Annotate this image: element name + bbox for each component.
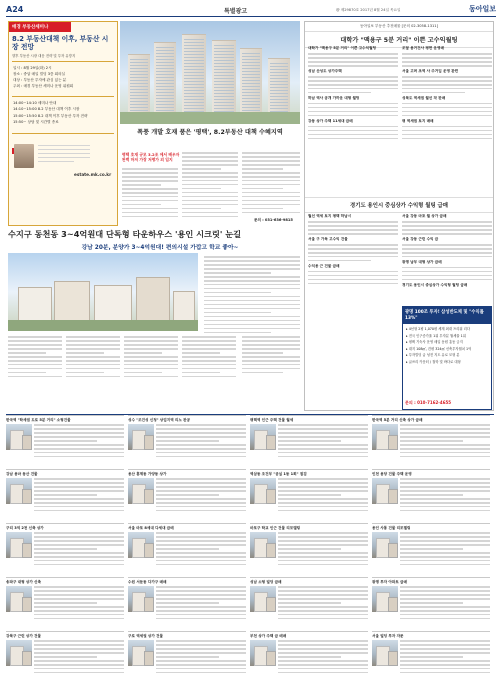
right-headline: 대학가 "맥용구 5분 거리" 이쁜 고수익월팅 [305,32,493,48]
promo-bullets [403,324,491,368]
listing-photo [250,532,276,558]
article-body-col3 [242,152,300,216]
listing-photo [372,424,398,450]
classified-listing [250,469,368,521]
classified-listing [372,631,490,683]
listing-photo [128,640,154,666]
listing-title: 서울 빌딩 투자 자문 [372,634,404,638]
listing-title: 광명 남부 대형 상가 급매 [402,259,442,264]
seminar-heading: 매경 부동산세미나 [9,22,71,32]
listing-title: 성북도 역세권 월선 작 판매 [402,95,446,100]
classified-grid [6,414,494,686]
seminar-info [9,62,117,92]
article-subtitle: 평택 호재 규모 3.2조 에서 배우자 완벽 마저 가장 저평가 외 입지 [122,152,180,162]
listing-title: 강남 용마 동산 건물 [6,472,38,476]
article2-body-col2 [66,336,120,380]
listing-title: 하남 역사 공개 가까운 대형 월팅 [308,95,360,100]
listing-photo [250,640,276,666]
promo-box [402,306,492,410]
listing-title: 서울 강동 근린 수익 급 [402,236,439,241]
seminar-title: 8.2 부동산대책 이후, 부동산 시장 전망 [12,35,109,51]
listing-photo [372,640,398,666]
right-mid-heading: 경기도 용인시 중심상가 수익형 월팅 급매 [305,197,493,213]
listing-text [278,424,368,457]
promo-bullet: ▸ 투자빌딩 급 성전 지도 유로 모형 분 [406,353,460,358]
listing-title: 평 역세권 토지 매매 [402,118,434,123]
issue-date: @ 제29870호 2017년 8월 24일 목요일 [336,8,401,12]
seminar-site[interactable]: estate.mk.co.kr [74,171,112,177]
right-panel [304,21,494,411]
classified-listing [128,631,246,683]
seminar-info-line: 일시 : 8월 29일(화) 2시 [13,66,52,70]
promo-bullet: ▸ 대지 108㎡, 건평 324㎡ 신축투자월치 1억 [406,346,472,351]
classified-listing [372,523,490,575]
listing-photo [372,532,398,558]
listing-title: 수원 서둔동 다가구 매매 [128,580,167,584]
article-contact: 문의 : 031-636-9815 [254,218,293,222]
listing-photo [6,586,32,612]
listing-text [156,640,246,673]
classified-listing [372,469,490,521]
listing-title: 성수 "조건성 신청" 상업지역 리노 완공 [128,418,191,422]
listing-title: 서울 강동 마포 월 상가 급매 [402,214,447,218]
right-top-label: 동아일보 부동산 추천매물 [문의 02-3058-1311] [305,22,493,32]
listing-title: 조달 용거건사 평면 운영매 [402,46,444,50]
classified-listing [6,577,124,629]
classified-listing [128,577,246,629]
listing-text [34,586,124,619]
section-title: 특별광고 [224,8,248,15]
townhouse-photo [8,253,198,331]
promo-contact: 문의 : 010-7162-4655 [405,400,452,405]
listing-text [278,586,368,619]
seminar-lecturer [12,133,114,183]
listing-text [156,424,246,457]
listing-title: 수익용 근 건물 급매 [308,263,340,268]
listing-title: 부천 상가 주택 급 매매 [250,634,287,638]
listing-photo [128,586,154,612]
seminar-ad [8,21,118,226]
classified-listing [250,523,368,575]
listing-title: 마포구 학교 인근 건물 리모델링 [250,526,301,530]
listing-title: 한국역 5분 거리 신축 상가 급매 [372,418,423,422]
schedule-line: 15:00~15:50 8.2 대책 이후 부동산 투자 전략 [13,113,88,118]
listing-photo [128,478,154,504]
promo-bullet: ▸ 4선형 2평 1,070평 세계 최대 프리워 리다 [406,327,471,331]
classified-listing [6,523,124,575]
listing-photo [250,586,276,612]
schedule-line: 14:10~15:00 8.2 부동산 대책 이후 시장 [13,107,80,112]
page-header [6,3,496,17]
listing-title: 성남 산성도 상가주택 [308,68,342,73]
classified-listing [128,469,246,521]
listing-photo [6,532,32,558]
listing-text [34,532,124,565]
listing-title: 인천 용당 건물 주택 운영 [372,472,412,476]
listing-photo [372,478,398,504]
seminar-info-line: 주최 : 매경 부동산 세미나 운영 위원회 [13,84,74,88]
classified-listing [372,577,490,629]
classified-listing [250,577,368,629]
article2-body-col3 [124,336,178,380]
right-col-right-2 [402,212,492,288]
schedule-line: 15:50~ 상담 및 시간별 종료 [13,120,59,125]
promo-bullet: ▸ 전국 인구증가율 1위 투자분 월세율 1위 [406,333,466,338]
listing-title: 광명 투자 아파트 급매 [372,580,407,584]
listing-title: 용산 홍제동 가양동 상가 [128,472,167,476]
listing-text [278,640,368,673]
listing-photo [6,640,32,666]
listing-text [156,532,246,565]
listing-text [34,640,124,673]
classified-listing [372,415,490,467]
listing-title: 서울 구 가득 고수익 건물 [308,236,348,241]
classified-listing [128,523,246,575]
article2-body-col1 [8,336,62,380]
article-title: 폭풍 개발 호재 품은 '평택', 8.2부동산 대책 수혜지역 [137,129,283,136]
listing-text [400,424,490,457]
classified-listing [6,415,124,467]
page-number: A24 [6,5,24,14]
listing-photo [6,424,32,450]
seminar-subtitle: 향후 부동산 시장 대응 전략 및 투자 유망지 [12,54,76,58]
article2-body-right [204,256,300,336]
listing-text [400,478,490,511]
article2-body-col4 [182,336,236,380]
classified-listing [6,631,124,683]
promo-title: 광명 100조 투자! 삼성반도체 및 "수익률 13%" [403,307,491,324]
promo-bullet: ▸ 글쓰리 카운터 / 철학 및 바다로 대형 [406,359,461,364]
listing-photo [128,424,154,450]
listing-text [156,586,246,619]
listing-title: 강동 상가 주택 11세대 급매 [308,118,353,123]
listing-title: 월선 역세 토지 평택 하남시 [308,214,352,218]
listing-title: 강북구 근린 상가 건물 [6,634,41,638]
article2-body-col5 [242,336,300,376]
article-body-col1 [122,168,178,220]
listing-photo [250,424,276,450]
seminar-schedule [12,96,114,129]
lecturer-bio [38,145,90,165]
listing-text [156,478,246,511]
classified-listing [6,469,124,521]
seminar-info-line: 장소 : 중앙 매일 빌딩 3층 회의실 [13,72,66,76]
listing-title: 성남 소형 빌딩 급매 [250,580,282,584]
listing-title: 구리 3억 2천 신축 상가 [6,526,44,530]
classified-listing [128,415,246,467]
listing-title: 한국역 "학세권 도로 5분 거리" 소형건물 [6,418,71,422]
listing-text [400,532,490,565]
listing-title: 대학가 "맥용구 5분 거리" 이쁜 고수익월팅 [308,46,377,50]
listing-text [278,532,368,565]
schedule-line: 14:00~14:10 세미나 안내 [13,101,57,105]
listing-text [400,640,490,673]
listing-title: 경기도 용인시 중심상가 수익형 월팅 급매 [402,282,468,287]
listing-title: 역삼동 조건부 "공실 1동 1회" 점검 [250,472,307,476]
listing-title: 서울 고려 초역 사 주거입 운영 관련 [402,68,459,73]
right-col-left [308,44,398,142]
article2-subtitle: 강남 20분, 분양가 3~4억원대! 편의시설 가깝고 학교 좋아~ [81,245,239,251]
article2-title: 수지구 동천동 3~4억원대 단독형 타운하우스 '용인 시크릿' 눈길 [8,229,242,239]
lecturer-photo [14,144,34,168]
listing-title: 구로 역세권 상가 건물 [128,634,163,638]
listing-title: 송파구 대형 상가 신축 [6,580,41,584]
listing-title: 서울 마포 8세대 다세대 급매 [128,526,174,530]
listing-text [278,478,368,511]
listing-title: 용인 사통 건물 리모델링 [372,526,411,530]
classified-listing [250,415,368,467]
newspaper-logo: 동아일보 [468,5,496,13]
apartment-rendering [120,21,300,124]
listing-text [34,478,124,511]
listing-photo [250,478,276,504]
listing-text [34,424,124,457]
seminar-info-line: 대상 : 부동산 투자에 관심 있는 분 [13,78,67,82]
listing-text [400,586,490,619]
listing-photo [128,532,154,558]
right-col-left-2 [308,212,398,287]
promo-bullet: ▸ 평택 기숙사 운영 매입 동원 흥동 금지 [406,340,463,345]
right-col-right [402,44,492,142]
listing-photo [372,586,398,612]
listing-photo [6,478,32,504]
article-body-col2 [182,152,238,220]
listing-title: 평택역 인근 주택 건물 월세 [250,418,294,422]
classified-listing [250,631,368,683]
